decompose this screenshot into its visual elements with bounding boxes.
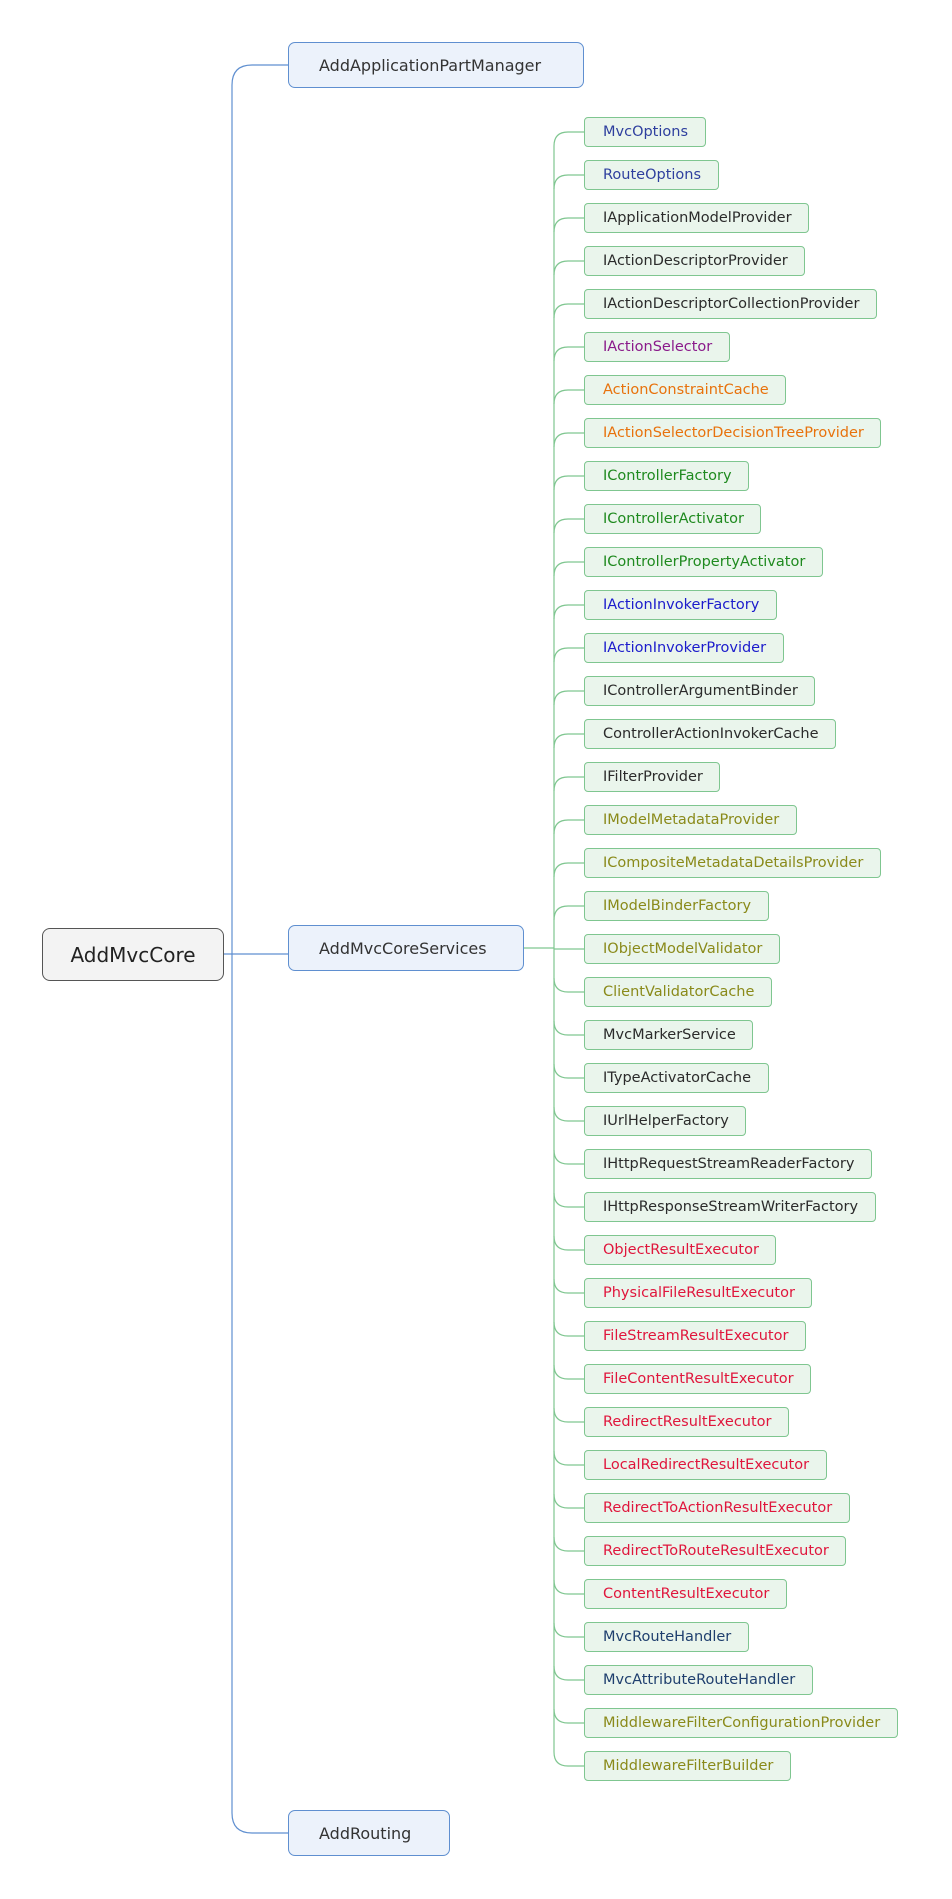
service-node-iurl-helper-factory[interactable]	[584, 1106, 746, 1136]
service-connector	[554, 1537, 584, 1551]
service-node-label: MvcOptions	[603, 124, 689, 140]
service-node-local-redirect-result-executor[interactable]	[584, 1450, 827, 1480]
branch-node-label: AddRouting	[319, 1823, 412, 1843]
service-node-label: IHttpResponseStreamWriterFactory	[603, 1199, 859, 1215]
service-node-mvc-route-handler[interactable]	[584, 1622, 749, 1652]
service-node-mvc-options[interactable]	[584, 117, 706, 147]
service-node-icontroller-activator[interactable]	[584, 504, 761, 534]
service-node-iaction-descriptor-collection-provider[interactable]	[584, 289, 877, 319]
service-node-label: ICompositeMetadataDetailsProvider	[603, 855, 864, 871]
service-node-iaction-selector-decision-tree-provider[interactable]	[584, 418, 881, 448]
service-connector	[554, 1236, 584, 1250]
service-node-iapplication-model-provider[interactable]	[584, 203, 809, 233]
service-node-label: MvcRouteHandler	[603, 1629, 732, 1645]
service-node-label: IActionDescriptorProvider	[603, 253, 788, 269]
service-node-label: ObjectResultExecutor	[603, 1242, 759, 1258]
service-node-iaction-invoker-provider[interactable]	[584, 633, 784, 663]
service-connector	[554, 691, 584, 705]
root-to-routing-connector	[232, 954, 288, 1833]
service-connector	[554, 476, 584, 490]
service-node-label: ActionConstraintCache	[603, 382, 769, 398]
service-node-label: ITypeActivatorCache	[603, 1070, 752, 1086]
service-connector	[554, 863, 584, 877]
service-node-label: IControllerFactory	[603, 468, 732, 484]
service-node-icontroller-argument-binder[interactable]	[584, 676, 815, 706]
service-node-label: IActionSelectorDecisionTreeProvider	[603, 425, 864, 441]
service-node-imodel-binder-factory[interactable]	[584, 891, 769, 921]
service-node-label: IActionSelector	[603, 339, 713, 355]
service-node-label: IActionInvokerProvider	[603, 640, 767, 656]
service-connector	[554, 218, 584, 232]
service-node-middleware-filter-builder[interactable]	[584, 1751, 791, 1781]
service-connector	[554, 1279, 584, 1293]
service-connector	[554, 347, 584, 361]
service-connector	[554, 1451, 584, 1465]
service-node-action-constraint-cache[interactable]	[584, 375, 786, 405]
service-node-iaction-selector[interactable]	[584, 332, 730, 362]
service-node-ihttp-request-stream-reader-factory[interactable]	[584, 1149, 872, 1179]
service-node-imodel-metadata-provider[interactable]	[584, 805, 797, 835]
service-node-redirect-result-executor[interactable]	[584, 1407, 789, 1437]
service-node-mvc-attribute-route-handler[interactable]	[584, 1665, 813, 1695]
service-node-label: FileContentResultExecutor	[603, 1371, 794, 1387]
service-node-label: LocalRedirectResultExecutor	[603, 1457, 810, 1473]
service-node-ihttp-response-stream-writer-factory[interactable]	[584, 1192, 876, 1222]
service-connector	[554, 1494, 584, 1508]
service-node-iobject-model-validator[interactable]	[584, 934, 780, 964]
service-node-controller-action-invoker-cache[interactable]	[584, 719, 836, 749]
service-node-label: IModelMetadataProvider	[603, 812, 780, 828]
service-node-label: RedirectToActionResultExecutor	[603, 1500, 833, 1516]
service-node-redirect-to-route-result-executor[interactable]	[584, 1536, 846, 1566]
service-node-iaction-descriptor-provider[interactable]	[584, 246, 805, 276]
service-node-icomposite-metadata-details-provider[interactable]	[584, 848, 881, 878]
service-node-ifilter-provider[interactable]	[584, 762, 720, 792]
service-connector	[554, 1193, 584, 1207]
service-connector	[554, 906, 584, 920]
service-connector	[554, 519, 584, 533]
service-connector	[554, 1021, 584, 1035]
service-node-label: PhysicalFileResultExecutor	[603, 1285, 795, 1301]
service-node-label: IApplicationModelProvider	[603, 210, 792, 226]
service-connector	[554, 1107, 584, 1121]
service-node-label: IActionDescriptorCollectionProvider	[603, 296, 860, 312]
service-node-label: IFilterProvider	[603, 769, 703, 785]
service-node-middleware-filter-configuration-provider[interactable]	[584, 1708, 898, 1738]
root-to-apm-connector	[232, 65, 288, 954]
service-node-physical-file-result-executor[interactable]	[584, 1278, 812, 1308]
service-connector	[554, 1580, 584, 1594]
service-connector	[554, 562, 584, 576]
branch-node-addmvccoreservices[interactable]	[288, 925, 524, 971]
service-node-itype-activator-cache[interactable]	[584, 1063, 769, 1093]
service-node-label: RedirectResultExecutor	[603, 1414, 772, 1430]
service-node-label: IControllerArgumentBinder	[603, 683, 798, 699]
service-connector	[554, 734, 584, 748]
service-node-label: IModelBinderFactory	[603, 898, 752, 914]
service-node-label: IUrlHelperFactory	[603, 1113, 729, 1129]
service-node-label: MiddlewareFilterBuilder	[603, 1758, 774, 1774]
service-node-label: IActionInvokerFactory	[603, 597, 760, 613]
branch-node-addrouting[interactable]	[288, 1810, 450, 1856]
service-connector	[554, 390, 584, 404]
service-node-label: IHttpRequestStreamReaderFactory	[603, 1156, 855, 1172]
service-node-label: MvcAttributeRouteHandler	[603, 1672, 796, 1688]
service-node-label: FileStreamResultExecutor	[603, 1328, 789, 1344]
service-node-icontroller-property-activator[interactable]	[584, 547, 823, 577]
service-node-client-validator-cache[interactable]	[584, 977, 772, 1007]
service-connector	[554, 1752, 584, 1766]
service-connector	[554, 978, 584, 992]
service-connector	[554, 1709, 584, 1723]
service-node-label: MvcMarkerService	[603, 1027, 736, 1043]
service-connector	[554, 605, 584, 619]
service-node-mvc-marker-service[interactable]	[584, 1020, 753, 1050]
service-node-label: MiddlewareFilterConfigurationProvider	[603, 1715, 881, 1731]
service-node-icontroller-factory[interactable]	[584, 461, 749, 491]
service-node-label: IObjectModelValidator	[603, 941, 763, 957]
service-node-label: RouteOptions	[603, 167, 702, 183]
service-connector	[554, 1623, 584, 1637]
service-node-redirect-to-action-result-executor[interactable]	[584, 1493, 850, 1523]
service-node-content-result-executor[interactable]	[584, 1579, 787, 1609]
service-node-label: RedirectToRouteResultExecutor	[603, 1543, 829, 1559]
service-connector	[554, 1408, 584, 1422]
service-node-object-result-executor[interactable]	[584, 1235, 776, 1265]
service-connector	[554, 648, 584, 662]
service-node-file-content-result-executor[interactable]	[584, 1364, 811, 1394]
service-connector	[554, 1322, 584, 1336]
service-connector	[554, 1365, 584, 1379]
service-connector	[554, 1064, 584, 1078]
service-connector	[554, 1666, 584, 1680]
service-connector	[554, 1150, 584, 1164]
service-node-label: ClientValidatorCache	[603, 984, 755, 1000]
service-connector	[554, 261, 584, 275]
service-node-route-options[interactable]	[584, 160, 719, 190]
service-connector	[554, 175, 584, 189]
branch-node-addapplicationpartmanager[interactable]	[288, 42, 584, 88]
service-connector	[554, 433, 584, 447]
service-connector	[554, 777, 584, 791]
root-node-label: AddMvcCore	[70, 942, 196, 967]
branch-node-label: AddMvcCoreServices	[319, 938, 487, 958]
service-node-label: ControllerActionInvokerCache	[603, 726, 819, 742]
service-node-file-stream-result-executor[interactable]	[584, 1321, 806, 1351]
service-node-label: IControllerPropertyActivator	[603, 554, 806, 570]
service-connector	[554, 820, 584, 834]
service-node-iaction-invoker-factory[interactable]	[584, 590, 777, 620]
service-node-label: IControllerActivator	[603, 511, 744, 527]
branch-node-label: AddApplicationPartManager	[319, 55, 542, 75]
root-node-addmvccore[interactable]	[42, 928, 224, 981]
service-node-label: ContentResultExecutor	[603, 1586, 770, 1602]
service-connector	[554, 304, 584, 318]
service-connector	[554, 132, 584, 146]
